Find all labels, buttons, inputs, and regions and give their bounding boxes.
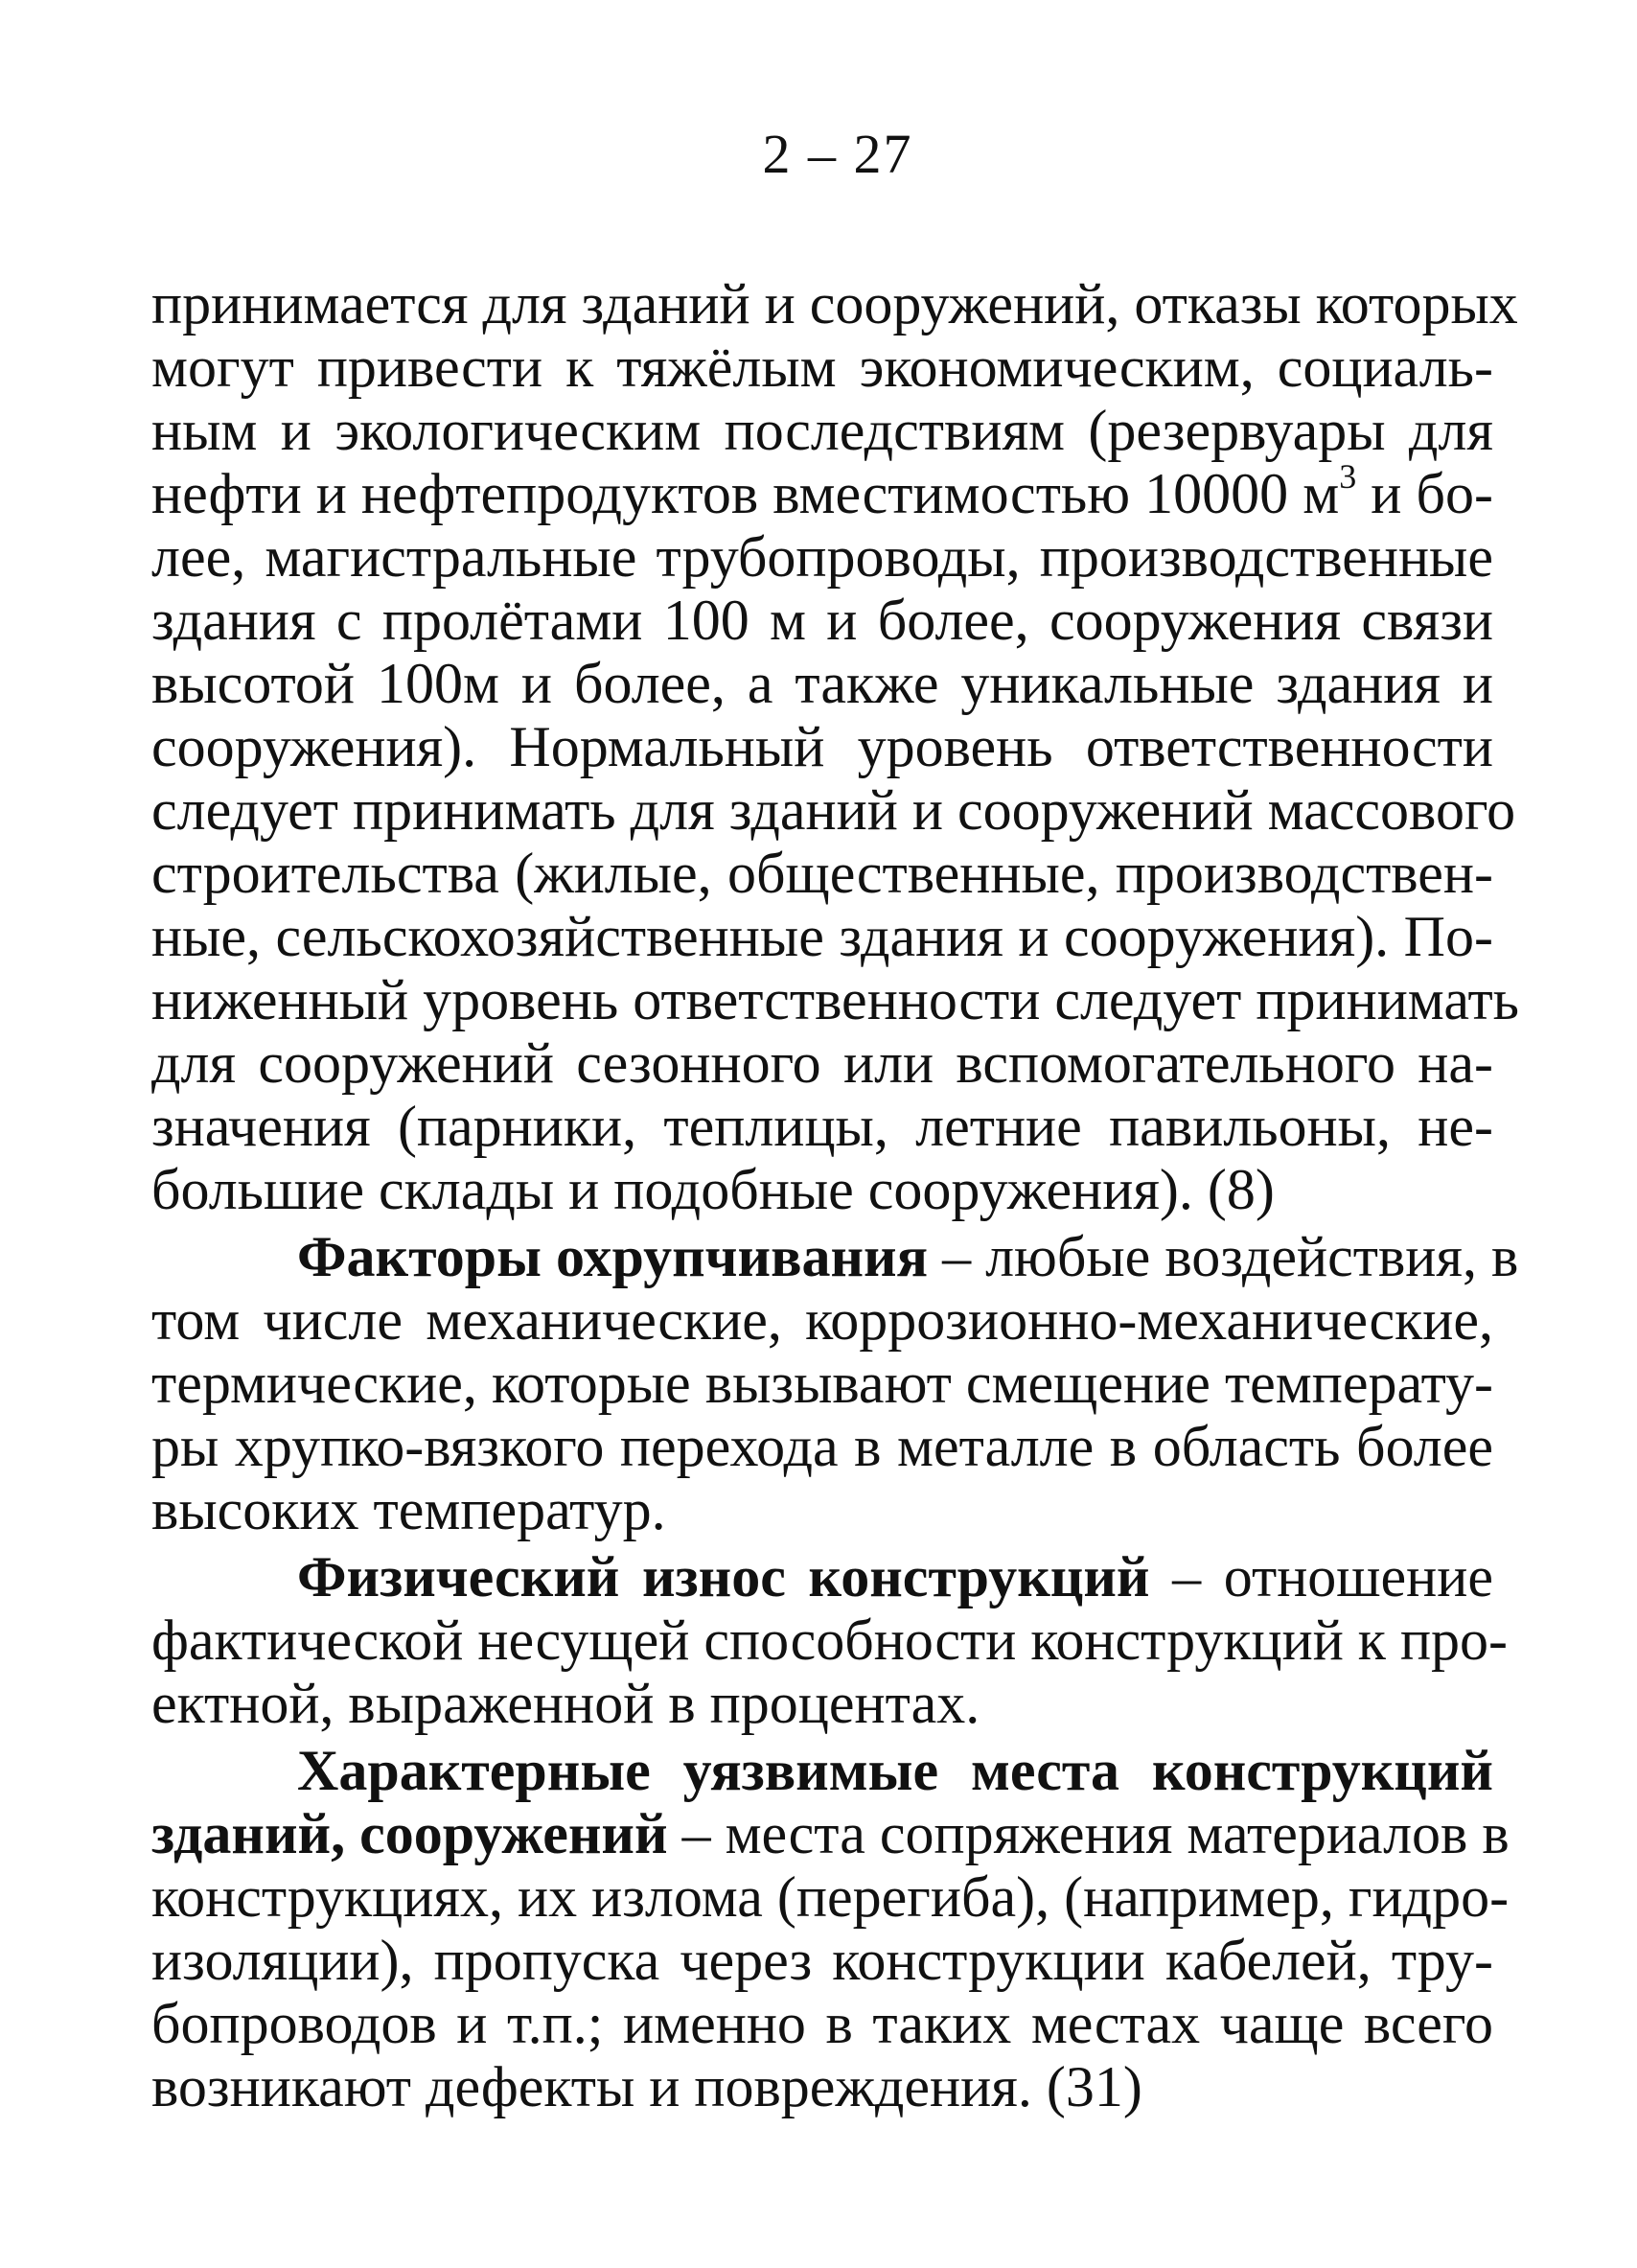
text-line: термические, которые вызывают смещение температу- (151, 1352, 1493, 1415)
text-line: том числе механические, коррозионно-механические, (151, 1288, 1493, 1352)
text-line: высоких температур. (151, 1478, 666, 1541)
text-line: изоляции), пропуска через конструкции кабелей, тру- (151, 1929, 1493, 1992)
text-line: ектной, выраженной в процентах. (151, 1672, 980, 1735)
text-line (151, 1225, 1519, 1288)
text-line: для сооружений сезонного или вспомогательного на- (151, 1031, 1493, 1095)
page-number: 2 – 27 (762, 123, 913, 185)
text-line (151, 1545, 1493, 1608)
text-fragment: – отношение (1149, 1545, 1493, 1608)
text-line: большие склады и подобные сооружения). (8) (151, 1158, 1275, 1221)
term-heading: зданий, сооружений (151, 1802, 668, 1865)
text-line (151, 1802, 1510, 1865)
text-fragment: и бо- (1356, 462, 1493, 525)
text-line: высотой 100м и более, а также уникальные здания и (151, 652, 1493, 715)
body-text (151, 272, 1520, 2118)
text-line: здания с пролётами 100 м и более, сооружения связи (151, 589, 1493, 652)
text-fragment: – любые воздействия, в (928, 1225, 1519, 1288)
text-line: бопроводов и т.п.; именно в таких местах чаще всего (151, 1992, 1493, 2055)
paragraph-responsibility-levels (151, 272, 1520, 1221)
text-line: фактической несущей способности конструкций к про- (151, 1608, 1509, 1672)
term-heading: Факторы охрупчивания (297, 1225, 929, 1288)
text-line: строительства (жилые, общественные, производствен- (151, 842, 1493, 905)
text-line: сооружения). Нормальный уровень ответственности (151, 715, 1493, 778)
text-line: принимается для зданий и сооружений, отказы которых (151, 272, 1518, 336)
text-line: ры хрупко-вязкого перехода в металле в область более (151, 1415, 1493, 1478)
text-line: значения (парники, теплицы, летние павильоны, не- (151, 1095, 1493, 1158)
text-line: могут привести к тяжёлым экономическим, социаль- (151, 336, 1493, 399)
term-heading: Физический износ конструкций (297, 1545, 1150, 1608)
text-line: ным и экологическим последствиям (резервуары для (151, 399, 1493, 462)
text-line: лее, магистральные трубопроводы, производственные (151, 525, 1493, 589)
paragraph-embrittlement-factors (151, 1225, 1519, 1541)
text-line: ные, сельскохозяйственные здания и сооружения). По- (151, 905, 1493, 968)
paragraph-vulnerable-places (151, 1739, 1510, 2118)
text-fragment: нефти и нефтепродуктов вместимостью 10000 м (151, 462, 1340, 525)
text-line (151, 457, 1493, 525)
superscript: 3 (1339, 457, 1357, 496)
text-line: возникают дефекты и повреждения. (31) (151, 2055, 1142, 2118)
term-heading: Характерные уязвимые места конструкций (297, 1739, 1493, 1802)
text-line: конструкциях, их излома (перегиба), (например, гидро- (151, 1865, 1510, 1929)
paragraph-physical-wear (151, 1545, 1509, 1735)
text-line: следует принимать для зданий и сооружений массового (151, 778, 1516, 842)
text-line: ниженный уровень ответственности следует принимать (151, 968, 1520, 1031)
text-fragment: – места сопряжения материалов в (667, 1802, 1510, 1865)
